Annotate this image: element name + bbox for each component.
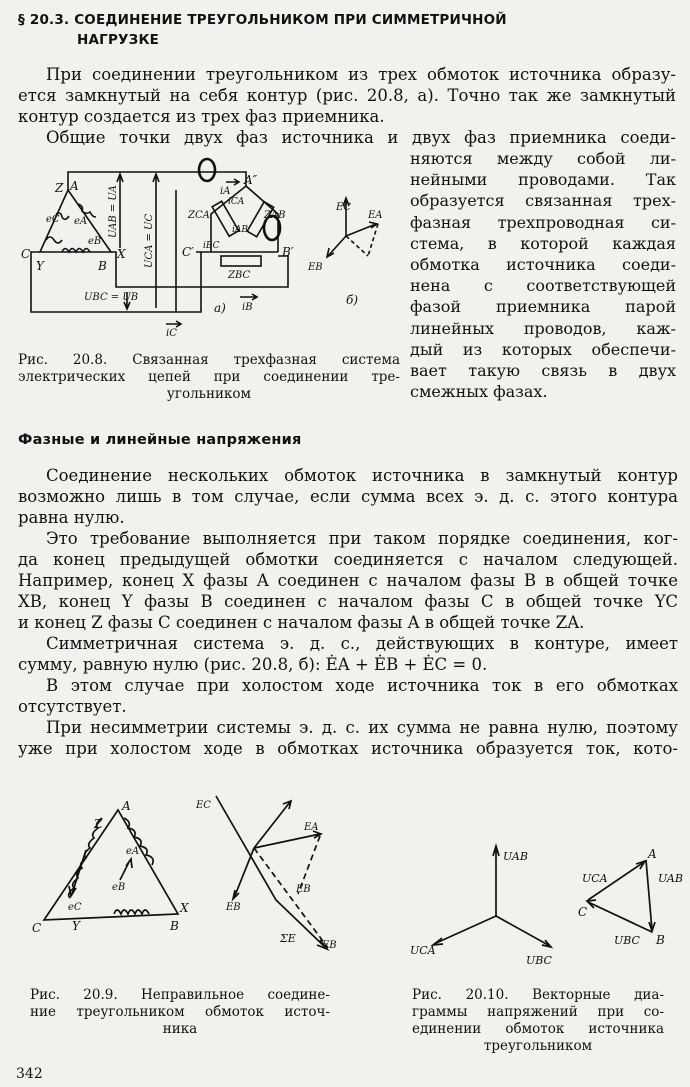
body-line: равна нулю. bbox=[18, 508, 125, 527]
label-ea-phasor: EA bbox=[304, 822, 319, 833]
label-x: X bbox=[117, 247, 126, 261]
label-c: C bbox=[578, 905, 588, 919]
intro-line: При соединении треугольником из трех обмоток источника образу- bbox=[46, 65, 676, 84]
right-column-line: образуется связанная трех- bbox=[410, 191, 676, 211]
label-zbc: ZBC bbox=[228, 270, 251, 281]
body-text bbox=[18, 465, 678, 759]
label-ec-phasor: EC bbox=[196, 800, 211, 811]
right-column-line: нейными проводами. Так bbox=[410, 170, 676, 190]
label-ec-phasor: EC bbox=[336, 202, 351, 213]
label-ec: eC bbox=[46, 214, 60, 225]
label-a: A bbox=[70, 179, 79, 193]
section-title-line1: СОЕДИНЕНИЕ ТРЕУГОЛЬНИКОМ ПРИ СИММЕТРИЧНОЙ bbox=[74, 12, 507, 28]
label-c: C bbox=[21, 247, 31, 261]
section-heading bbox=[18, 12, 507, 28]
label-y: Y bbox=[72, 919, 80, 933]
label-ea: eA bbox=[126, 846, 140, 857]
body-line: Например, конец X фазы A соединен с началом фазы B в общей точке bbox=[18, 571, 678, 590]
winding-coil-b bbox=[114, 910, 149, 914]
label-ica: iCA bbox=[228, 197, 245, 207]
label-b: B bbox=[656, 933, 665, 947]
right-column-line: смежных фазах. bbox=[410, 382, 548, 402]
caption-line: электрических цепей при соединении тре- bbox=[18, 369, 400, 385]
label-ea-phasor: EA bbox=[368, 210, 383, 221]
label-z: Z bbox=[94, 817, 103, 831]
label-uca: UCA = UC bbox=[144, 213, 155, 268]
delta-triangle bbox=[44, 810, 178, 920]
figure-20-10-caption bbox=[412, 987, 664, 1055]
right-column-line: стема, в которой каждая bbox=[410, 233, 676, 253]
label-ib: iB bbox=[242, 302, 253, 313]
figure-label-a: а) bbox=[214, 301, 226, 315]
body-line: возможно лишь в том случае, если сумма всех э. д. с. этого контура bbox=[18, 487, 678, 506]
eb-phasor bbox=[327, 236, 346, 257]
uab-side bbox=[646, 860, 655, 931]
label-a: A bbox=[648, 847, 657, 861]
body-line: Симметричная система э. д. с., действующих в контуре, имеет bbox=[46, 634, 678, 653]
label-ea: eA bbox=[74, 216, 88, 227]
right-column-line: обмотка источника соеди- bbox=[410, 255, 676, 275]
caption-line: угольником bbox=[166, 386, 252, 402]
right-column-line: дый из которых обеспечи- bbox=[410, 339, 676, 359]
section-number: § 20.3. bbox=[18, 12, 70, 28]
ia-arrow bbox=[226, 179, 239, 185]
label-x: X bbox=[180, 901, 189, 915]
ic-arrow bbox=[166, 321, 181, 327]
label-iab: iAB bbox=[232, 225, 248, 235]
label-eb-phasor: EB bbox=[226, 902, 241, 913]
caption-line: Рис. 20.10. Векторные диа- bbox=[412, 987, 664, 1003]
body-line: да конец предыдущей обмотки соединяется с началом следующей. bbox=[18, 550, 678, 569]
figure-20-9-caption bbox=[30, 987, 330, 1038]
section-title-line2: НАГРУЗКЕ bbox=[77, 32, 160, 48]
current-probe-ring bbox=[199, 159, 215, 181]
label-b: B bbox=[170, 919, 179, 933]
caption-line: граммы напряжений при со- bbox=[412, 1004, 664, 1020]
right-column-line: няются между собой ли- bbox=[410, 149, 676, 168]
body-line: сумму, равную нулю (рис. 20.8, б): ĖA + ĖB + ĖC = 0. bbox=[18, 655, 488, 674]
caption-line: Рис. 20.9. Неправильное соедине- bbox=[30, 987, 330, 1003]
ea-phasor bbox=[346, 222, 377, 236]
caption-line: ника bbox=[162, 1021, 198, 1037]
load-zbc bbox=[221, 256, 261, 266]
right-column-line: фазная трехпроводная си- bbox=[410, 212, 676, 232]
caption-line: треугольником bbox=[483, 1038, 593, 1054]
label-eb: eB bbox=[88, 236, 102, 247]
ib-arrow bbox=[240, 294, 257, 300]
label-uab: UAB = UA bbox=[108, 185, 119, 238]
ea-phasor bbox=[254, 831, 321, 848]
label-b2: B′ bbox=[282, 245, 294, 259]
label-uca-side: UCA bbox=[582, 872, 608, 885]
figure-20-10-diagram bbox=[400, 840, 685, 968]
figure-20-8-diagram bbox=[16, 152, 406, 342]
ubc-side bbox=[587, 900, 652, 932]
body-line: В этом случае при холостом ходе источника ток в его обмотках bbox=[46, 676, 678, 695]
label-ubc-side: UBC bbox=[614, 934, 640, 947]
intro-line: Общие точки двух фаз источника и двух фаз приемника соеди- bbox=[46, 128, 676, 147]
intro-line: ется замкнутый на себя контур (рис. 20.8, а). Точно так же замкнутый bbox=[18, 86, 676, 105]
label-ubc: UBC = UB bbox=[84, 292, 139, 303]
label-zca: ZCA bbox=[188, 210, 210, 221]
intro-paragraph bbox=[18, 64, 676, 148]
label-uca: UCA bbox=[410, 944, 436, 957]
ubc-phasor bbox=[496, 916, 551, 947]
label-eb-phasor: EB bbox=[308, 262, 323, 273]
body-line: XB, конец Y фазы B соединен с началом фазы C в общей точке YC bbox=[18, 592, 678, 611]
caption-line: Рис. 20.8. Связанная трехфазная система bbox=[18, 352, 400, 368]
winding-coil-a bbox=[124, 818, 153, 865]
right-column-line: фазой приемника парой bbox=[410, 297, 676, 317]
label-ubc: UBC bbox=[526, 954, 552, 967]
body-line: и конец Z фазы C соединен с началом фазы A в общей точке ZA. bbox=[18, 613, 585, 632]
body-line: Соединение нескольких обмоток источника в замкнутый контур bbox=[46, 466, 678, 485]
label-a2: A″ bbox=[244, 173, 258, 187]
label-eb2-phasor: EB bbox=[296, 884, 311, 895]
label-uab-side: UAB bbox=[658, 872, 683, 885]
label-ibc: iBC bbox=[203, 241, 220, 251]
label-b: B bbox=[98, 259, 107, 273]
label-y: Y bbox=[36, 259, 44, 273]
body-line: При несимметрии системы э. д. с. их сумма не равна нулю, поэтому bbox=[46, 718, 678, 737]
label-ec: eC bbox=[68, 902, 82, 913]
uab-phasor bbox=[493, 846, 499, 916]
caption-line: единении обмоток источника bbox=[412, 1021, 664, 1037]
label-ic: iC bbox=[166, 328, 177, 339]
subheading: Фазные и линейные напряжения bbox=[18, 432, 302, 448]
body-line: уже при холостом ходе в обмотках источника образуется ток, кото- bbox=[18, 739, 678, 758]
body-line: Это требование выполняется при таком порядке соединения, ког- bbox=[46, 529, 678, 548]
intro-line: контур создается из трех фаз приемника. bbox=[18, 107, 385, 126]
page-number: 342 bbox=[16, 1066, 43, 1082]
label-ia: iA bbox=[220, 186, 231, 197]
right-column-text bbox=[410, 148, 676, 402]
label-eb3-phasor: EB bbox=[322, 940, 337, 951]
label-c: C bbox=[32, 921, 42, 935]
ea-arrow bbox=[120, 859, 132, 880]
label-uab: UAB bbox=[503, 850, 528, 863]
label-z: Z bbox=[55, 181, 64, 195]
label-eb: eB bbox=[112, 882, 126, 893]
right-column-line: линейных проводов, каж- bbox=[410, 318, 676, 338]
figure-label-b: б) bbox=[346, 293, 359, 307]
label-c2: C′ bbox=[182, 245, 194, 259]
body-line: отсутствует. bbox=[18, 697, 127, 716]
uca-phasor bbox=[433, 916, 496, 945]
right-column-line: вает такую связь в двух bbox=[410, 361, 676, 381]
figure-20-8-caption bbox=[18, 352, 400, 403]
label-zab: ZAB bbox=[264, 210, 286, 221]
label-sum-e: ΣE bbox=[280, 932, 296, 945]
label-a: A bbox=[122, 799, 131, 813]
caption-line: ние треугольником обмоток источ- bbox=[30, 1004, 330, 1020]
figure-20-9-diagram bbox=[28, 790, 363, 965]
right-column-line: нена с соответствующей bbox=[410, 276, 676, 296]
